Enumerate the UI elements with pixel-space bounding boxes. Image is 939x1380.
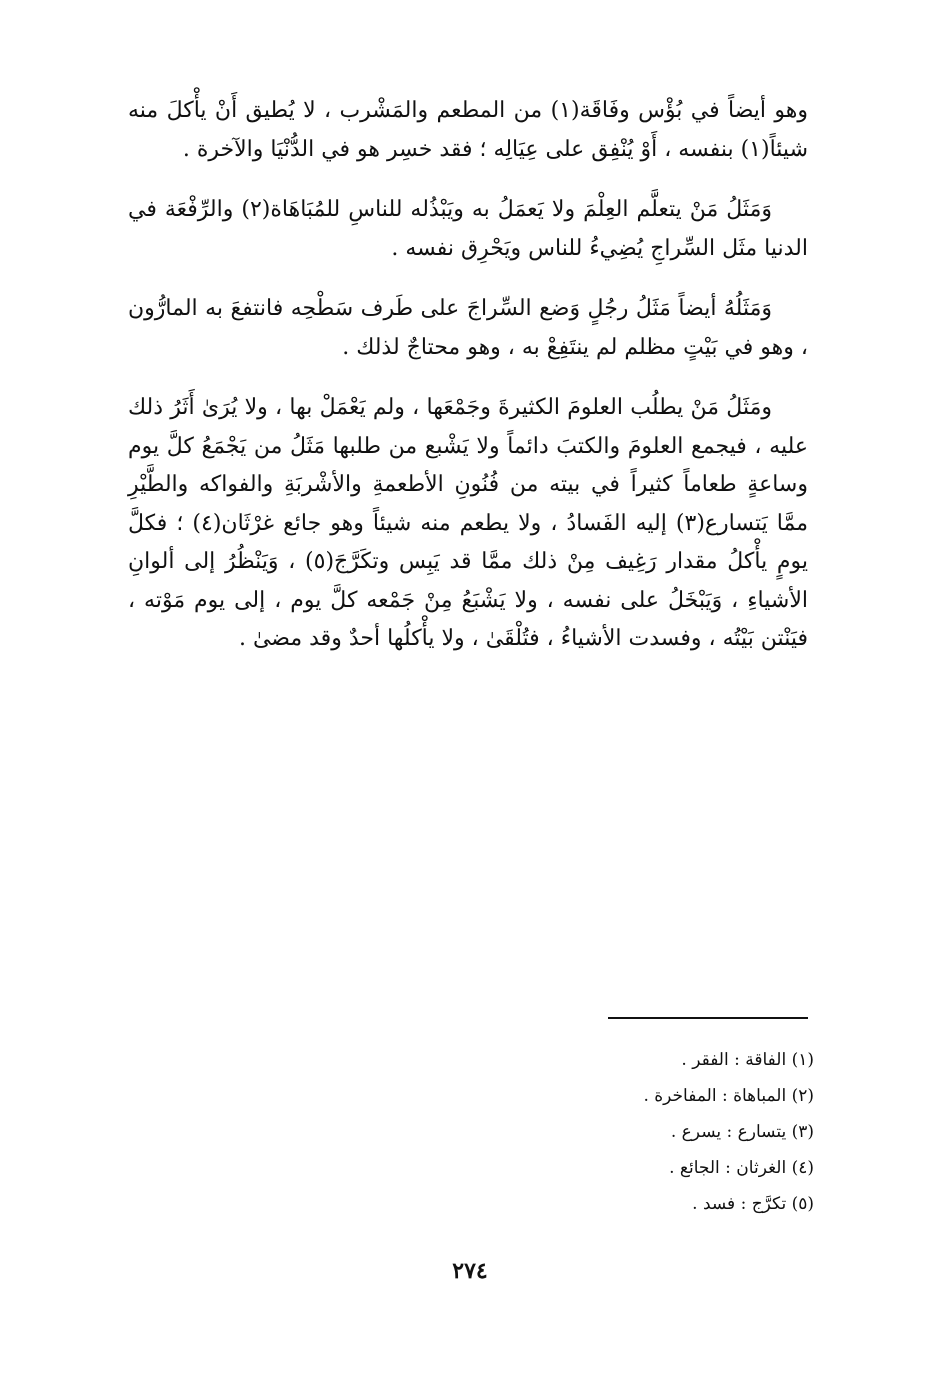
paragraph-4: ومَثَلُ مَنْ يطلُب العلومَ الكثيرةَ وجَمْعَها ، ولم يَعْمَلْ بها ، ولا يُرَىٰ أَثَرُ ذلك عليه ، فيجمع العلومَ والكتبَ دائماً ولا يَشْبع من طلبها مَثَلُ من يَجْمَعُ كلَّ يوم وساعةٍ طعاماً كثيراً في بيته من فُنُونِ الأطعمةِ والأشْربَةِ والفواكه والطَّيْرِ ممَّا يَتسارع(٣) إليه الفَسادُ ، ولا يطعم منه شيئاً وهو جائع غرْثَان(٤) ؛ فكلَّ يومٍ يأْكلُ مقدار رَغِيف مِنْ ذلك ممَّا قد يَبِس وتكَرَّجَ(٥) ، وَيَنْظُرُ إلى ألوانِ الأشياءِ ، وَيَبْخَلُ على نفسه ، ولا يَشْبَعُ مِنْ جَمْعه كلَّ يوم ، إلى يوم مَوْته ، فيَنْتن بَيْتُه ، وفسدت الأشياءُ ، فتُلْقَىٰ ، ولا يأْكلُها أحدٌ وقد مضىٰ . [128,395,809,651]
footnote-4: (٤) الغرثان : الجائع . [669,1158,814,1178]
footnote-3: (٣) يتسارع : يسرع . [670,1122,814,1142]
paragraph-2: وَمَثَلُ مَنْ يتعلَّم العِلْمَ ولا يَعمَلُ به ويَبْذُله للناسِ للمُبَاهَاة(٢) والرِّفْعَة في الدنيا مثَل السِّراجِ يُضِيءُ للناس ويَحْرِق نفسه . [128,197,808,261]
page-number: ٢٧٤ [452,1258,488,1284]
main-text [128,92,808,681]
footnote-1: (١) الفاقة : الفقر . [681,1050,814,1070]
paragraph-1: وهو أيضاً في بُؤْس وفَاقَة(١) من المطعم والمَشْرب ، لا يُطيق أَنْ يأْكلَ منه شيئاً(١) بنفسه ، أَوْ يُنْفِق على عِيَالِه ؛ فقد خسِر هو في الدُّنْيَا والآخرة . [128,98,808,162]
paragraph-3: وَمَثَلُهُ أيضاً مَثَلُ رجُلٍ وَضع السِّراجَ على طَرف سَطْحِه فانتفعَ به المارُّون ، وهو في بَيْتٍ مظلم لم ينتَفِعْ به ، وهو محتاجٌ لذلك . [128,296,808,360]
footnote-5: (٥) تكرَّج : فسد . [692,1194,814,1214]
footnotes [500,1042,814,1222]
footnote-separator [608,1017,808,1019]
footnote-2: (٢) المباهاة : المفاخرة . [643,1086,814,1106]
